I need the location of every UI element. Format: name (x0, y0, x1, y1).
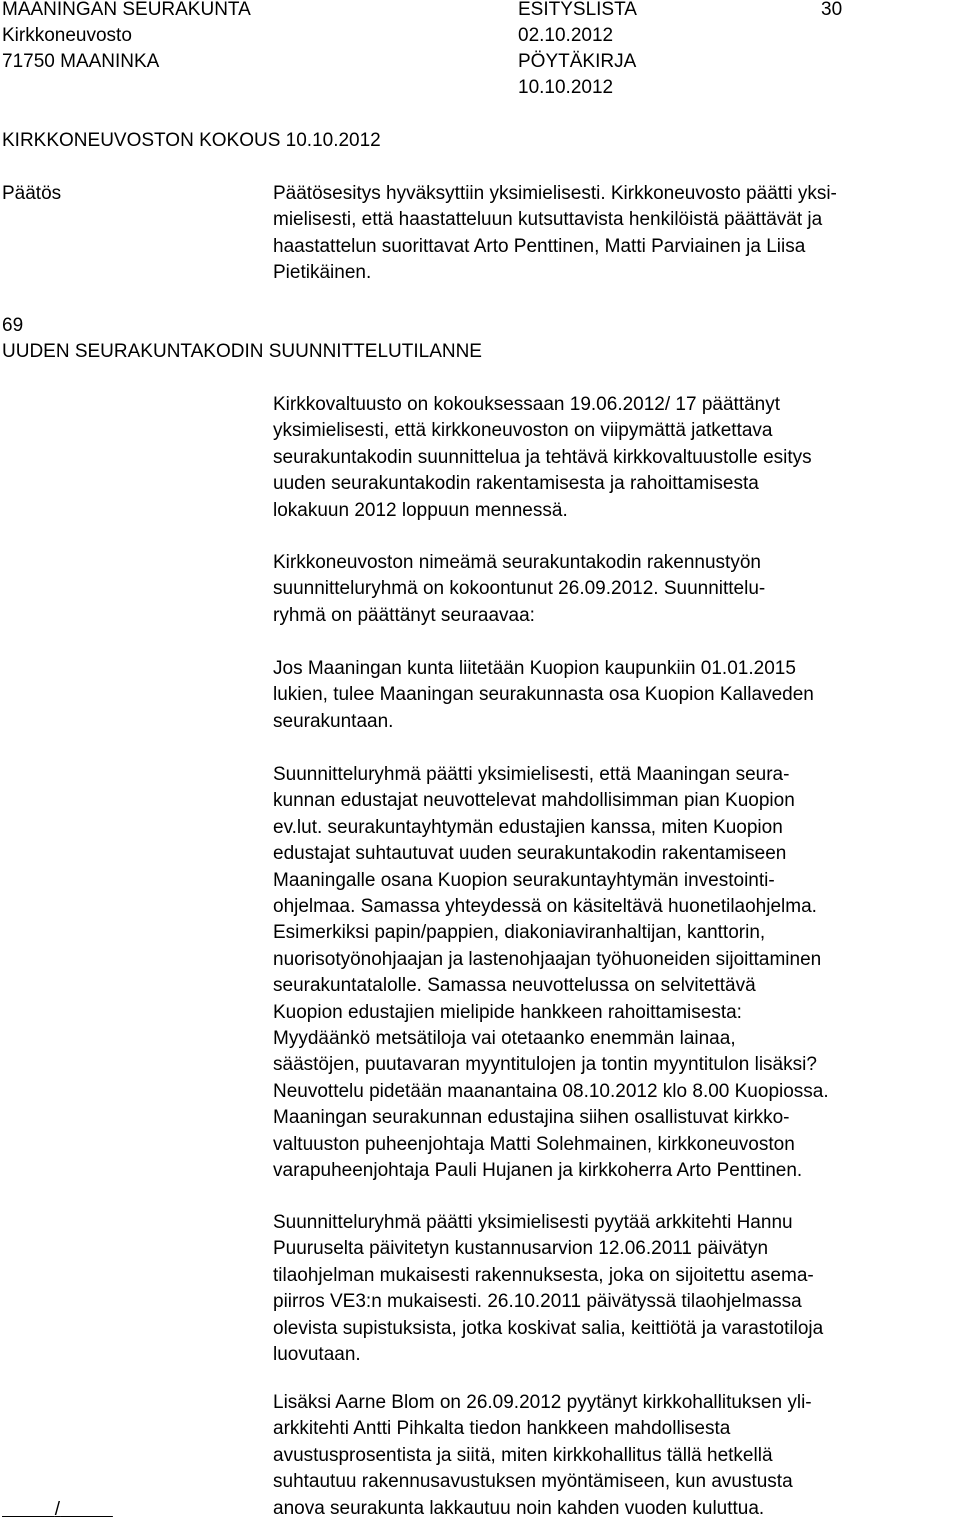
meeting-title: KIRKKONEUVOSTON KOKOUS 10.10.2012 (2, 130, 381, 151)
item-title: UUDEN SEURAKUNTAKODIN SUUNNITTELUTILANNE (2, 341, 482, 362)
header-org: MAANINGAN SEURAKUNTA (2, 0, 251, 20)
decision-label: Päätös (2, 183, 62, 204)
page-number: 30 (821, 0, 843, 20)
signature-slash: / (54, 1499, 61, 1520)
paragraph-1: Kirkkovaltuusto on kokouksessaan 19.06.2012/ 17 päättänyt yksimielisesti, että kirkkoneuvoston on viipymättä jatkettava seurakuntakodin suunnittelua ja tehtävä kirkkovaltuustolle esitys uuden seurakuntakodin rakentamisesta ja rahoittamisesta lokakuun 2012 loppuun mennessä. (273, 394, 812, 521)
paragraph-2: Kirkkoneuvoston nimeämä seurakuntakodin rakennustyön suunnitteluryhmä on kokoontunut 26.09.2012. Suunnittelu- ryhmä on päättänyt seuraavaa: (273, 552, 766, 626)
header-address: 71750 MAANINKA (2, 51, 160, 72)
decision-text: Päätösesitys hyväksyttiin yksimielisesti. Kirkkoneuvosto päätti yksi- mielisesti, että haastatteluun kutsuttavista henkilöistä päättävät ja haastattelun suorittavat Arto Penttinen, Matti Parviainen ja Liisa Pietikäinen. (273, 183, 837, 284)
item-number: 69 (2, 315, 24, 336)
header-agenda-date: 02.10.2012 (518, 25, 614, 46)
paragraph-3: Jos Maaningan kunta liitetään Kuopion kaupunkiin 01.01.2015 lukien, tulee Maaningan seurakunnasta osa Kuopion Kallaveden seurakuntaan. (273, 658, 814, 732)
paragraph-6: Lisäksi Aarne Blom on 26.09.2012 pyytänyt kirkkohallituksen yli- arkkitehti Antti Pihkalta tiedon hankkeen mahdollisesta avustusprosentista ja siitä, miten kirkkohallitus tällä hetkellä suhtautuu rakennusavustuksen myöntämiseen, kun avustusta anova seurakunta lakkautuu noin kahden vuoden kuluttua. (273, 1392, 812, 1519)
paragraph-5: Suunnitteluryhmä päätti yksimielisesti pyytää arkkitehti Hannu Puuruselta päivitetyn kustannusarvion 12.06.2011 päivätyn tilaohjelman mukaisesti rakennuksesta, joka on sijoitettu asema- piirros VE3:n mukaisesti. 26.10.2011 päivätyssä tilaohjelmassa olevista supistuksista, jotka koskivat salia, keittiötä ja varastotiloja luovutaan. (273, 1212, 824, 1366)
header-minutes-date: 10.10.2012 (518, 77, 614, 98)
header-doc-type: ESITYSLISTA (518, 0, 637, 20)
header-minutes-label: PÖYTÄKIRJA (518, 51, 637, 72)
paragraph-4: Suunnitteluryhmä päätti yksimielisesti, että Maaningan seura- kunnan edustajat neuvottelevat mahdollisimman pian Kuopion ev.lut. seurakuntayhtymän edustajien kanssa, miten Kuopion edustajat suhtautuvat uuden seurakuntakodin rakentamiseen Maaningalle osana Kuopion seurakuntayhtymän investointi- ohjelmaa. Samassa yhteydessä on käsiteltävä huonetilaohjelma. Esimerkiksi papin/pappien, diakoniaviranhaltijan, kanttorin, nuorisotyönohjaajan ja lastenohjaajan työhuoneiden sijoittaminen seurakuntatalolle. Samassa neuvottelussa on selvitettävä Kuopion edustajien mielipide hankkeen rahoittamisesta: Myydäänkö metsätiloja vai otetaanko enemmän lainaa, säästöjen, puutavaran myyntitulojen ja tontin myyntitulon lisäksi? Neuvottelu pidetään maanantaina 08.10.2012 klo 8.00 Kuopiossa. Maaningan seurakunnan edustajina siihen osallistuvat kirkko- valtuuston puheenjohtaja Matti Solehmainen, kirkkoneuvoston varapuheenjohtaja Pauli Hujanen ja kirkkoherra Arto Penttinen. (273, 764, 829, 1182)
signature-line (2, 1497, 113, 1523)
header-body: Kirkkoneuvosto (2, 25, 132, 46)
